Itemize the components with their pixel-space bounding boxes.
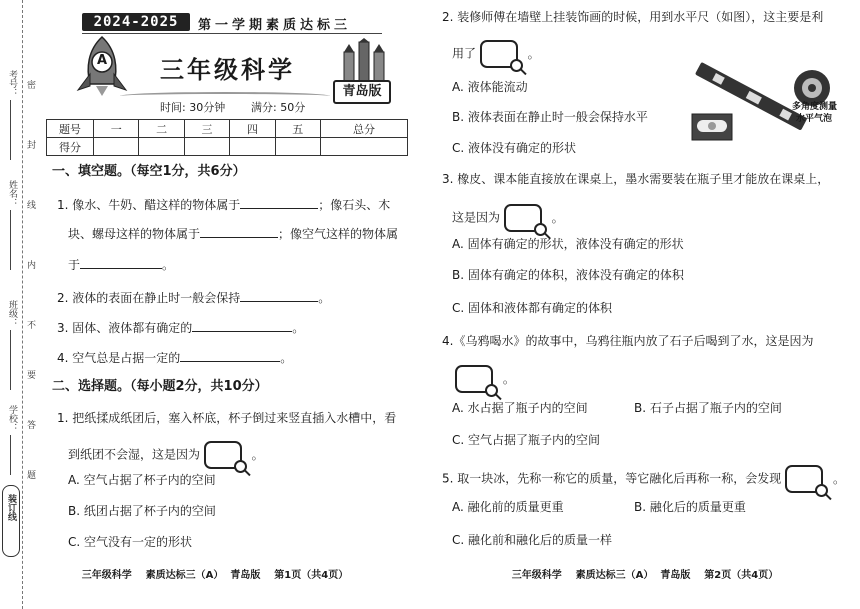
choice-q2-line1: 2. 装修师傅在墙壁上挂装饰画的时候，用到水平尺（如图），这主要是利 <box>442 10 824 24</box>
choice-q5-end: 。 <box>832 471 845 486</box>
fill-blank-6[interactable] <box>180 349 280 362</box>
castle-illustration <box>340 38 388 82</box>
seal-char: 密 <box>25 80 35 89</box>
choice-q3-option-a[interactable]: A. 固体有确定的形状，液体没有确定的形状 <box>452 237 684 251</box>
fill-q1-line1 <box>57 196 390 213</box>
fill-blank-2[interactable] <box>200 225 278 238</box>
fill-q4-text: 。 <box>280 351 293 365</box>
section1-title: 一、填空题。（每空1分，共6分） <box>52 164 246 179</box>
answer-box-q4[interactable] <box>455 365 493 393</box>
fill-q3-text: 3. 固体、液体都有确定的 <box>57 321 193 335</box>
answer-box-q2[interactable] <box>480 40 518 68</box>
answer-box-q5[interactable] <box>785 465 823 493</box>
score-table <box>46 119 408 156</box>
footer-left: 三年级科学 素质达标三（A） 青岛版 第1页（共4页） <box>81 570 349 581</box>
choice-q4-option-b[interactable]: B. 石子占据了瓶子内的空间 <box>634 401 782 415</box>
choice-q5-option-c[interactable]: C. 融化前和融化后的质量一样 <box>452 533 613 547</box>
choice-q4-option-a[interactable]: A. 水占据了瓶子内的空间 <box>452 401 588 415</box>
fill-q1-text: 1. 像水、牛奶、醋这样的物体属于 <box>57 198 241 212</box>
fill-blank-5[interactable] <box>192 319 292 332</box>
score-cell[interactable] <box>320 138 407 156</box>
answer-box-q1[interactable] <box>204 441 242 469</box>
score-header-cell: 五 <box>275 120 320 138</box>
fill-q1-text: ；像石头、木 <box>318 198 391 212</box>
choice-q2-option-c[interactable]: C. 液体没有确定的形状 <box>452 141 577 155</box>
choice-q1-end: 。 <box>251 447 264 462</box>
choice-q2-end: 。 <box>527 46 540 61</box>
fill-q1-line2 <box>68 225 398 242</box>
score-header-cell: 题号 <box>47 120 94 138</box>
score-cell[interactable] <box>184 138 229 156</box>
seal-char: 不 <box>25 320 35 329</box>
score-header-cell: 总分 <box>320 120 407 138</box>
fill-q1-text: ；像空气这样的物体属 <box>278 227 399 241</box>
choice-q5-option-b[interactable]: B. 融化后的质量更重 <box>634 500 746 514</box>
choice-q4-option-c[interactable]: C. 空气占据了瓶子内的空间 <box>452 433 601 447</box>
rocket-letter: A <box>96 53 108 68</box>
fill-q2 <box>57 289 330 306</box>
choice-q2-option-b[interactable]: B. 液体表面在静止时一般会保持水平 <box>452 110 648 124</box>
choice-q3-end: 。 <box>551 210 564 225</box>
score-header-cell: 一 <box>94 120 139 138</box>
choice-q3-text: 这是因为 <box>452 210 501 225</box>
seal-char: 答 <box>25 420 35 429</box>
seal-char: 要 <box>25 370 35 379</box>
exam-title: 第一学期素质达标三 <box>198 18 352 33</box>
score-header-cell: 三 <box>184 120 229 138</box>
year-banner-text: 2024-2025 <box>93 14 179 30</box>
right-page <box>430 0 860 609</box>
score-row-label: 得分 <box>47 138 94 156</box>
answer-box-q3[interactable] <box>504 204 542 232</box>
fill-q4 <box>57 349 292 366</box>
magnifier-icon <box>485 384 498 397</box>
choice-q1-text: 到纸团不会湿，这是因为 <box>68 447 201 462</box>
choice-q3-option-c[interactable]: C. 固体和液体都有确定的体积 <box>452 301 613 315</box>
choice-q2-line2 <box>452 40 540 68</box>
fill-q2-text: 2. 液体的表面在静止时一般会保持 <box>57 291 241 305</box>
magnifier-icon <box>815 484 828 497</box>
seal-char: 线 <box>25 200 35 209</box>
footer-right: 三年级科学 素质达标三（A） 青岛版 第2页（共4页） <box>511 570 779 581</box>
magnifier-icon <box>534 223 547 236</box>
section2-title: 二、选择题。（每小题2分，共10分） <box>52 379 268 394</box>
choice-q4-end: 。 <box>502 371 515 386</box>
fill-q1-line3 <box>68 256 174 273</box>
fill-q2-text: 。 <box>318 291 331 305</box>
choice-q1-option-c[interactable]: C. 空气没有一定的形状 <box>68 535 193 549</box>
choice-q5-text: 5. 取一块冰，先称一称它的质量，等它融化后再称一称，会发现 <box>442 471 782 486</box>
edition-badge <box>333 80 391 104</box>
student-number-label: 考号： <box>7 70 17 97</box>
fill-q3 <box>57 319 304 336</box>
fill-q3-text: 。 <box>292 321 305 335</box>
choice-q3-option-b[interactable]: B. 固体有确定的体积，液体没有确定的体积 <box>452 268 684 282</box>
choice-q4-line2 <box>455 365 515 393</box>
score-table-score-row <box>47 138 408 156</box>
choice-q1-line2 <box>68 441 264 469</box>
exam-full-score: 满分: 50分 <box>251 101 306 114</box>
seal-char: 封 <box>25 140 35 149</box>
year-banner <box>82 13 190 31</box>
seal-char: 题 <box>25 470 35 479</box>
fill-q4-text: 4. 空气总是占据一定的 <box>57 351 181 365</box>
choice-q3-line1: 3. 橡皮、课本能直接放在课桌上，墨水需要装在瓶子里才能放在课桌上， <box>442 172 830 186</box>
choice-q3-line2 <box>452 204 564 232</box>
score-cell[interactable] <box>94 138 139 156</box>
choice-q1-line1: 1. 把纸揉成纸团后，塞入杯底，杯子倒过来竖直插入水槽中，看 <box>57 411 397 425</box>
choice-q5-option-a[interactable]: A. 融化前的质量更重 <box>452 500 564 514</box>
fill-blank-4[interactable] <box>240 289 318 302</box>
fill-q1-text: 于 <box>68 258 81 272</box>
score-cell[interactable] <box>139 138 184 156</box>
choice-q5-line1 <box>442 465 845 493</box>
tool-caption-1: 多角度测量 <box>792 102 838 112</box>
magnifier-icon <box>234 460 247 473</box>
choice-q1-option-b[interactable]: B. 纸团占据了杯子内的空间 <box>68 504 216 518</box>
score-cell[interactable] <box>275 138 320 156</box>
edition-text: 青岛版 <box>342 84 382 99</box>
score-header-cell: 二 <box>139 120 184 138</box>
seal-char: 内 <box>25 260 35 269</box>
score-header-cell: 四 <box>230 120 275 138</box>
decorative-swoosh <box>120 92 330 100</box>
rocket-logo <box>72 34 132 98</box>
choice-q2-option-a[interactable]: A. 液体能流动 <box>452 80 528 94</box>
choice-q2-text: 用了 <box>452 46 477 61</box>
spirit-level-illustration <box>688 38 858 160</box>
exam-time: 时间: 30分钟 <box>160 101 226 114</box>
class-label: 班级： <box>7 300 17 327</box>
fill-q1-text: 块、螺母这样的物体属于 <box>68 227 201 241</box>
subject-title: 三年级科学 <box>160 56 295 84</box>
fill-q1-text: 。 <box>162 258 175 272</box>
castle-icon <box>340 38 388 82</box>
magnifier-icon <box>510 59 523 72</box>
choice-q1-option-a[interactable]: A. 空气占据了杯子内的空间 <box>68 473 216 487</box>
fill-blank-1[interactable] <box>240 196 318 209</box>
school-label: 学校： <box>7 405 17 432</box>
binding-stamp-text: 装订线 <box>6 494 16 521</box>
choice-q4-line1: 4.《乌鸦喝水》的故事中，乌鸦往瓶内放了石子后喝到了水，这是因为 <box>442 334 814 348</box>
score-table-header-row <box>47 120 408 138</box>
name-label: 姓名： <box>7 180 17 207</box>
tool-caption-2: 水平气泡 <box>796 114 833 124</box>
fill-blank-3[interactable] <box>80 256 162 269</box>
score-cell[interactable] <box>230 138 275 156</box>
